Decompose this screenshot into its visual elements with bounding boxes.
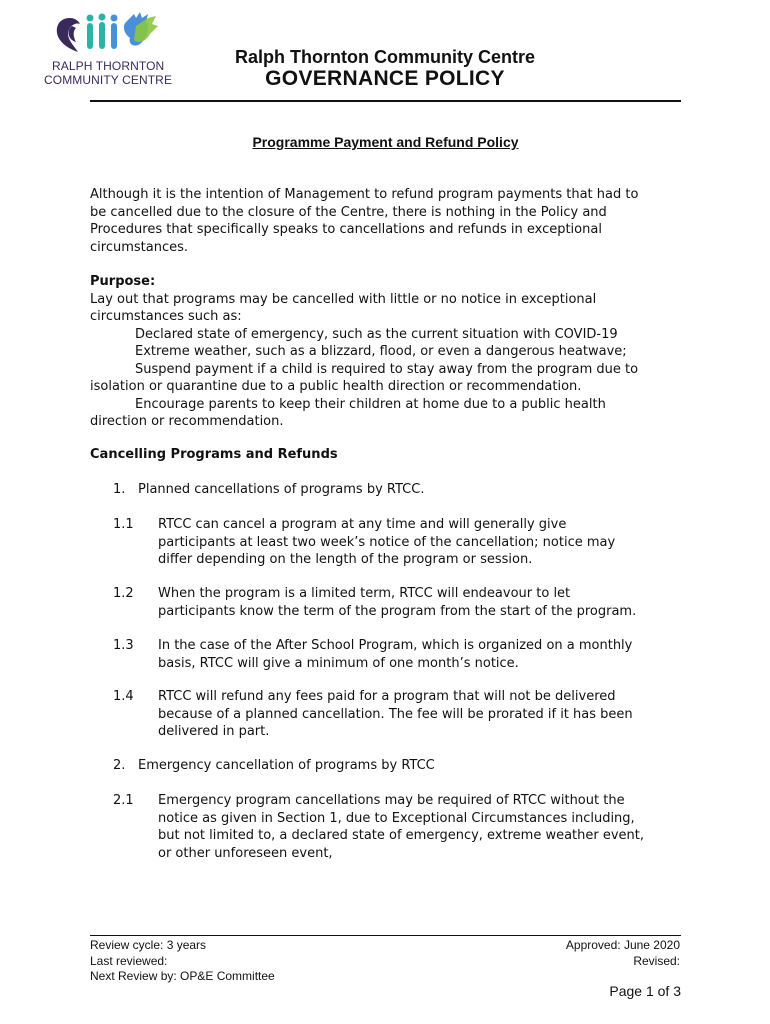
document-title: GOVERNANCE POLICY <box>265 67 505 90</box>
rtcc-logo-icon <box>50 12 170 56</box>
subsection-line: because of a planned cancellation. The fee will be prorated if it has been <box>158 706 633 722</box>
intro-line: Procedures that specifically speaks to cancellations and refunds in exceptional <box>90 222 602 237</box>
last-reviewed: Last reviewed: <box>90 953 168 968</box>
subsection-number: 1.3 <box>113 638 134 653</box>
policy-title: Programme Payment and Refund Policy <box>252 134 519 150</box>
intro-paragraph <box>90 186 690 256</box>
footer-left <box>90 938 275 985</box>
subsection-line: In the case of the After School Program, which is organized on a monthly <box>158 638 633 653</box>
subsection-number: 1.4 <box>113 689 134 704</box>
purpose-line: Declared state of emergency, such as the current situation with COVID-19 <box>135 326 618 342</box>
subsection-line: RTCC will refund any fees paid for a program that will not be delivered <box>158 689 616 704</box>
subsection-text <box>158 585 688 620</box>
subsection-line: differ depending on the length of the program or session. <box>158 552 533 567</box>
review-cycle: Review cycle: 3 years <box>90 938 207 952</box>
subsection-line: participants at least two week’s notice of the cancellation; notice may <box>158 534 616 550</box>
purpose-heading: Purpose: <box>90 274 156 289</box>
subsection-line: or other unforeseen event, <box>158 845 333 861</box>
purpose-line: isolation or quarantine due to a public health direction or recommendation. <box>90 379 582 394</box>
footer-divider <box>90 935 681 936</box>
subsection-line: delivered in part. <box>158 724 270 739</box>
subsection-line: RTCC can cancel a program at any time and will generally give <box>158 517 567 532</box>
purpose-line: Extreme weather, such as a blizzard, flood, or even a dangerous heatwave; <box>135 344 627 359</box>
logo-line1: RALPH THORNTON <box>52 59 165 73</box>
organization-name: Ralph Thornton Community Centre <box>235 47 535 67</box>
intro-line: be cancelled due to the closure of the Centre, there is nothing in the Policy and <box>90 204 607 220</box>
purpose-section <box>90 273 690 431</box>
subsection-text <box>158 688 688 741</box>
subsection-line: Emergency program cancellations may be required of RTCC without the <box>158 793 625 808</box>
subsection-text <box>158 792 688 862</box>
item-text: Emergency cancellation of programs by RTCC <box>138 758 435 773</box>
subsection-number: 1.1 <box>113 517 134 532</box>
intro-line: circumstances. <box>90 239 188 255</box>
subsection-text <box>158 637 688 672</box>
item-text: Planned cancellations of programs by RTCC. <box>138 482 425 497</box>
footer-right <box>566 938 680 969</box>
subsection-number: 1.2 <box>113 586 134 601</box>
subsection-line: When the program is a limited term, RTCC will endeavour to let <box>158 586 571 601</box>
subsection-line: notice as given in Section 1, due to Exceptional Circumstances including, <box>158 810 635 826</box>
item-number: 2. <box>113 758 126 773</box>
purpose-line: Suspend payment if a child is required to stay away from the program due to <box>135 361 639 377</box>
purpose-line: direction or recommendation. <box>90 414 284 429</box>
approved-date: Approved: June 2020 <box>565 938 680 952</box>
subsection-line: basis, RTCC will give a minimum of one month’s notice. <box>158 655 519 671</box>
cancelling-heading: Cancelling Programs and Refunds <box>90 447 338 462</box>
subsection-text <box>158 516 688 569</box>
next-review: Next Review by: OP&E Committee <box>90 969 275 983</box>
purpose-line: Lay out that programs may be cancelled with little or no notice in exceptional <box>90 291 597 307</box>
subsection-line: participants know the term of the program from the start of the program. <box>158 603 637 619</box>
header-divider <box>90 100 681 102</box>
page-number: Page 1 of 3 <box>609 983 681 999</box>
subsection-number: 2.1 <box>113 793 134 808</box>
logo-line2: COMMUNITY CENTRE <box>44 73 173 87</box>
revised-date: Revised: <box>633 953 680 968</box>
purpose-line: circumstances such as: <box>90 309 242 324</box>
intro-line: Although it is the intention of Management to refund program payments that had to <box>90 187 639 202</box>
subsection-line: but not limited to, a declared state of emergency, extreme weather event, <box>158 828 645 843</box>
logo <box>44 12 184 90</box>
purpose-line: Encourage parents to keep their children at home due to a public health <box>135 396 606 412</box>
item-number: 1. <box>113 482 126 497</box>
